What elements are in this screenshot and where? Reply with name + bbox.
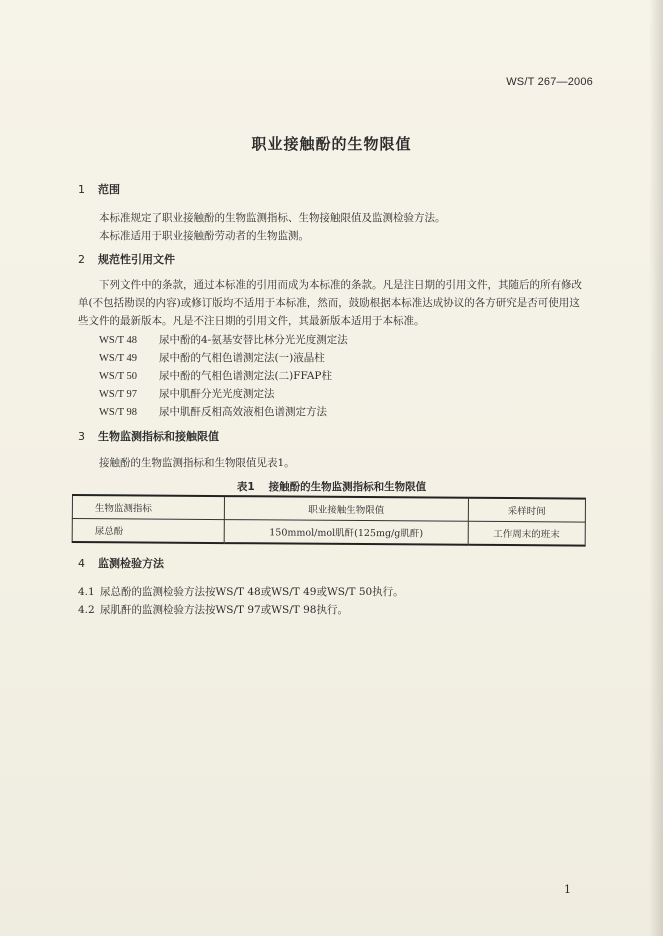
- reference-item: [99, 404, 327, 419]
- section-number: 2: [78, 253, 85, 266]
- section-number: 3: [78, 430, 85, 443]
- table-header-row: [72, 495, 585, 522]
- reference-title: 尿中酚的4-氨基安替比林分光光度测定法: [159, 334, 348, 346]
- table-header-cell: 职业接触生物限值: [225, 496, 468, 521]
- reference-title: 尿中肌酐分光光度测定法: [159, 388, 275, 400]
- table-caption-text: 接触酚的生物监测指标和生物限值: [268, 481, 427, 493]
- section-title: 生物监测指标和接触限值: [98, 430, 219, 443]
- section-3-heading: [78, 428, 219, 444]
- table-cell: 工作周末的班末: [468, 521, 586, 545]
- section-2-heading: [78, 251, 175, 267]
- reference-item: [99, 332, 348, 347]
- document-title: 职业接触酚的生物限值: [251, 135, 412, 153]
- scope-line-2: 本标准适用于职业接触酚劳动者的生物监测。: [99, 230, 309, 242]
- section-number: 1: [78, 183, 85, 196]
- method-item-text: 尿总酚的监测检验方法按WS/T 48或WS/T 49或WS/T 50执行。: [100, 586, 404, 598]
- method-item-text: 尿肌酐的监测检验方法按WS/T 97或WS/T 98执行。: [100, 604, 348, 616]
- method-item-number: 4.2: [78, 604, 95, 616]
- reference-item: [99, 350, 325, 365]
- reference-code: WS/T 97: [99, 389, 138, 400]
- reference-title: 尿中酚的气相色谱测定法(二)FFAP柱: [159, 370, 332, 382]
- reference-code: WS/T 49: [99, 353, 138, 364]
- section-4-heading: [78, 555, 164, 571]
- section-3-text: 接触酚的生物监测指标和生物限值见表1。: [99, 457, 295, 469]
- table-number: 表1: [236, 481, 255, 493]
- section-title: 监测检验方法: [98, 557, 164, 570]
- section-title: 规范性引用文件: [98, 253, 175, 266]
- table-cell: 150mmol/mol肌酐(125mg/g肌酐): [224, 520, 467, 545]
- table-cell: 尿总酚: [72, 519, 224, 544]
- normative-references-paragraph: 下列文件中的条款，通过本标准的引用而成为本标准的条款。凡是注日期的引用文件，其随后的所有修改单(不包括勘误的内容)或修订版均不适用于本标准，然而，鼓励根据本标准达成协议的各方研究是否可使用这些文件的最新版本。凡是不注日期的引用文件，其最新版本适用于本标准。: [78, 279, 582, 327]
- table-header-cell: 生物监测指标: [72, 495, 224, 520]
- reference-code: WS/T 98: [99, 407, 138, 418]
- reference-code: WS/T 50: [99, 371, 138, 382]
- section-title: 范围: [98, 183, 120, 196]
- method-item: [78, 602, 348, 617]
- table-header-cell: 采样时间: [468, 498, 586, 522]
- scope-line-1: 本标准规定了职业接触酚的生物监测指标、生物接触限值及监测检验方法。: [99, 212, 446, 224]
- page-number: 1: [564, 883, 571, 896]
- reference-code: WS/T 48: [99, 335, 138, 346]
- reference-item: [99, 368, 332, 383]
- reference-item: [99, 386, 275, 401]
- reference-title: 尿中酚的气相色谱测定法(一)液晶柱: [159, 352, 325, 364]
- standard-code: WS/T 267—2006: [506, 76, 593, 88]
- table-row: [72, 519, 585, 546]
- table-caption: [0, 479, 663, 494]
- biological-limits-table: [72, 494, 586, 547]
- method-item-number: 4.1: [78, 586, 95, 598]
- method-item: [78, 584, 404, 599]
- section-1-heading: [78, 181, 120, 197]
- section-number: 4: [78, 557, 85, 570]
- reference-title: 尿中肌酐反相高效液相色谱测定方法: [159, 406, 327, 418]
